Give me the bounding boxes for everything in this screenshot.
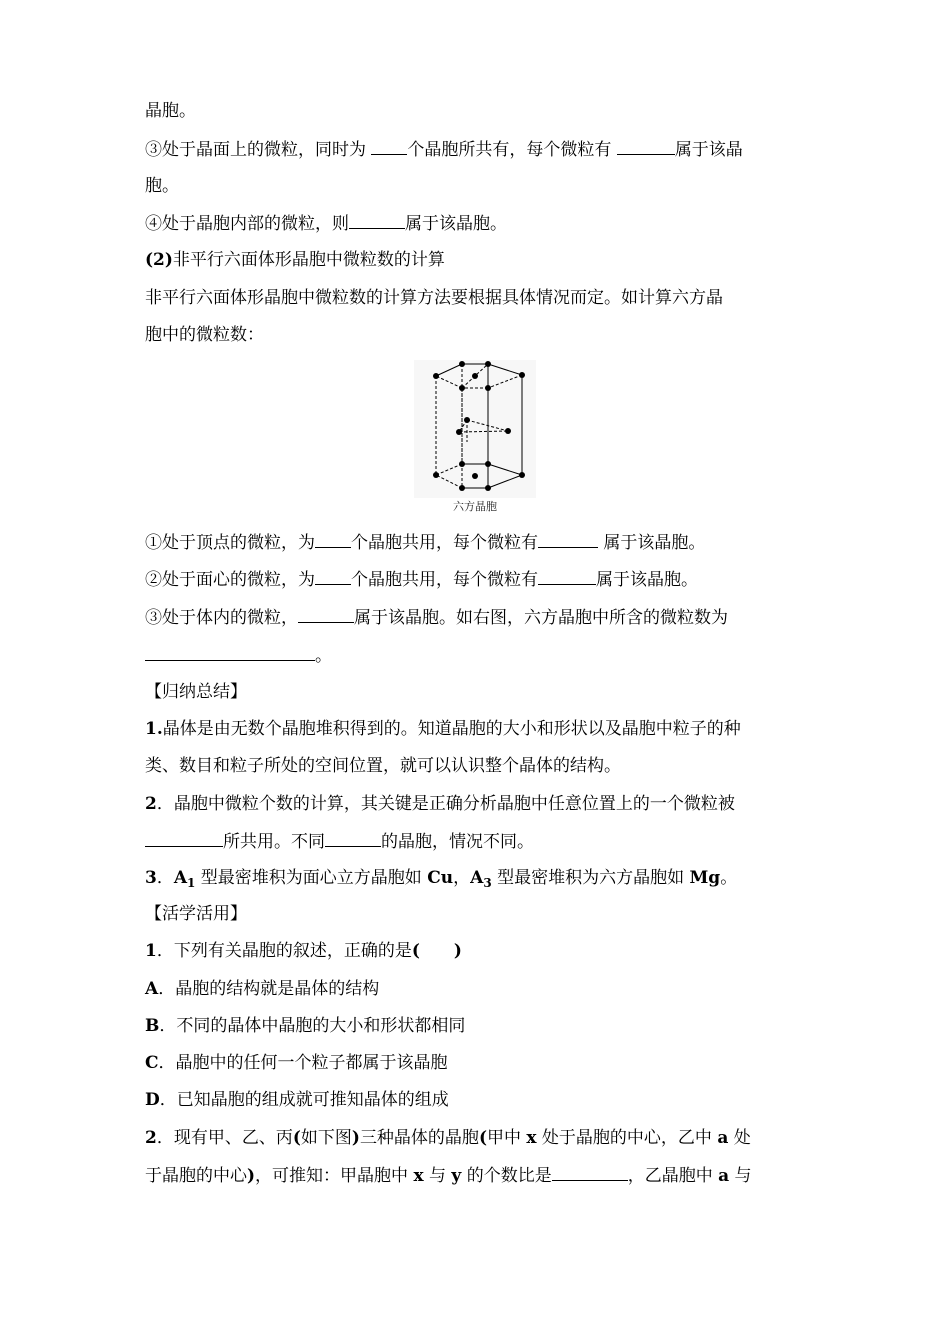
fill-blank[interactable]: [538, 531, 598, 548]
option-c[interactable]: C．晶胞中的任何一个粒子都属于该晶胞: [145, 1053, 448, 1073]
text-line: 于晶胞的中心)，可推知：甲晶胞中 x 与 y 的个数比是 ，乙晶胞中 a 与: [145, 1166, 752, 1186]
fill-blank[interactable]: [298, 606, 354, 623]
text-line: ②处于面心的微粒，为 个晶胞共用，每个微粒有 属于该晶胞。: [145, 570, 698, 590]
section-heading: 【活学活用】: [145, 904, 247, 924]
fill-blank[interactable]: [371, 138, 407, 155]
text-line: 类、数目和粒子所处的空间位置，就可以认识整个晶体的结构。: [145, 756, 621, 776]
hexagonal-unit-cell-figure: [414, 360, 536, 518]
text-line: 胞。: [145, 176, 179, 196]
fill-blank[interactable]: [617, 138, 675, 155]
fill-blank[interactable]: [325, 830, 381, 847]
text-line: 3．$A_1$ 型最密堆积为面心立方晶胞如 Cu，$A_3$ 型最密堆积为六方晶胞如 Mg。: [145, 868, 738, 890]
fill-blank[interactable]: [538, 568, 596, 585]
text-line: 2．晶胞中微粒个数的计算，其关键是正确分析晶胞中任意位置上的一个微粒被: [145, 794, 735, 814]
option-a[interactable]: A．晶胞的结构就是晶体的结构: [145, 979, 380, 999]
text-line: 晶胞。: [145, 101, 196, 121]
fill-blank[interactable]: [145, 830, 223, 847]
text-line: ④处于晶胞内部的微粒，则 属于该晶胞。: [145, 214, 507, 234]
option-d[interactable]: D．已知晶胞的组成就可推知晶体的组成: [145, 1090, 449, 1110]
figure-caption: 六方晶胞: [453, 500, 497, 513]
question-stem: 1．下列有关晶胞的叙述，正确的是( ): [145, 941, 462, 961]
text-line: 所共用。不同 的晶胞，情况不同。: [145, 830, 815, 853]
text-line: 非平行六面体形晶胞中微粒数的计算方法要根据具体情况而定。如计算六方晶: [145, 288, 723, 308]
text-line: ③处于晶面上的微粒，同时为 个晶胞所共有，每个微粒有 属于该晶: [145, 140, 743, 160]
section-heading: 【归纳总结】: [145, 682, 247, 702]
text-line: 。: [145, 644, 815, 667]
text-line: 1.晶体是由无数个晶胞堆积得到的。知道晶胞的大小和形状以及晶胞中粒子的种: [145, 719, 741, 739]
fill-blank[interactable]: [349, 212, 405, 229]
fill-blank[interactable]: [552, 1164, 628, 1181]
fill-blank[interactable]: [145, 644, 315, 661]
section-heading: (2)非平行六面体形晶胞中微粒数的计算: [145, 250, 445, 270]
fill-blank[interactable]: [315, 568, 351, 585]
text-line: ③处于体内的微粒， 属于该晶胞。如右图，六方晶胞中所含的微粒数为: [145, 608, 728, 628]
text-line: ①处于顶点的微粒，为 个晶胞共用，每个微粒有 属于该晶胞。: [145, 533, 706, 553]
option-b[interactable]: B．不同的晶体中晶胞的大小和形状都相同: [145, 1016, 466, 1036]
fill-blank[interactable]: [315, 531, 351, 548]
hexagonal-unit-cell-icon: [414, 360, 536, 498]
question-stem: 2．现有甲、乙、丙(如下图)三种晶体的晶胞(甲中 x 处于晶胞的中心，乙中 a 处: [145, 1128, 751, 1148]
text-line: 胞中的微粒数：: [145, 325, 264, 345]
